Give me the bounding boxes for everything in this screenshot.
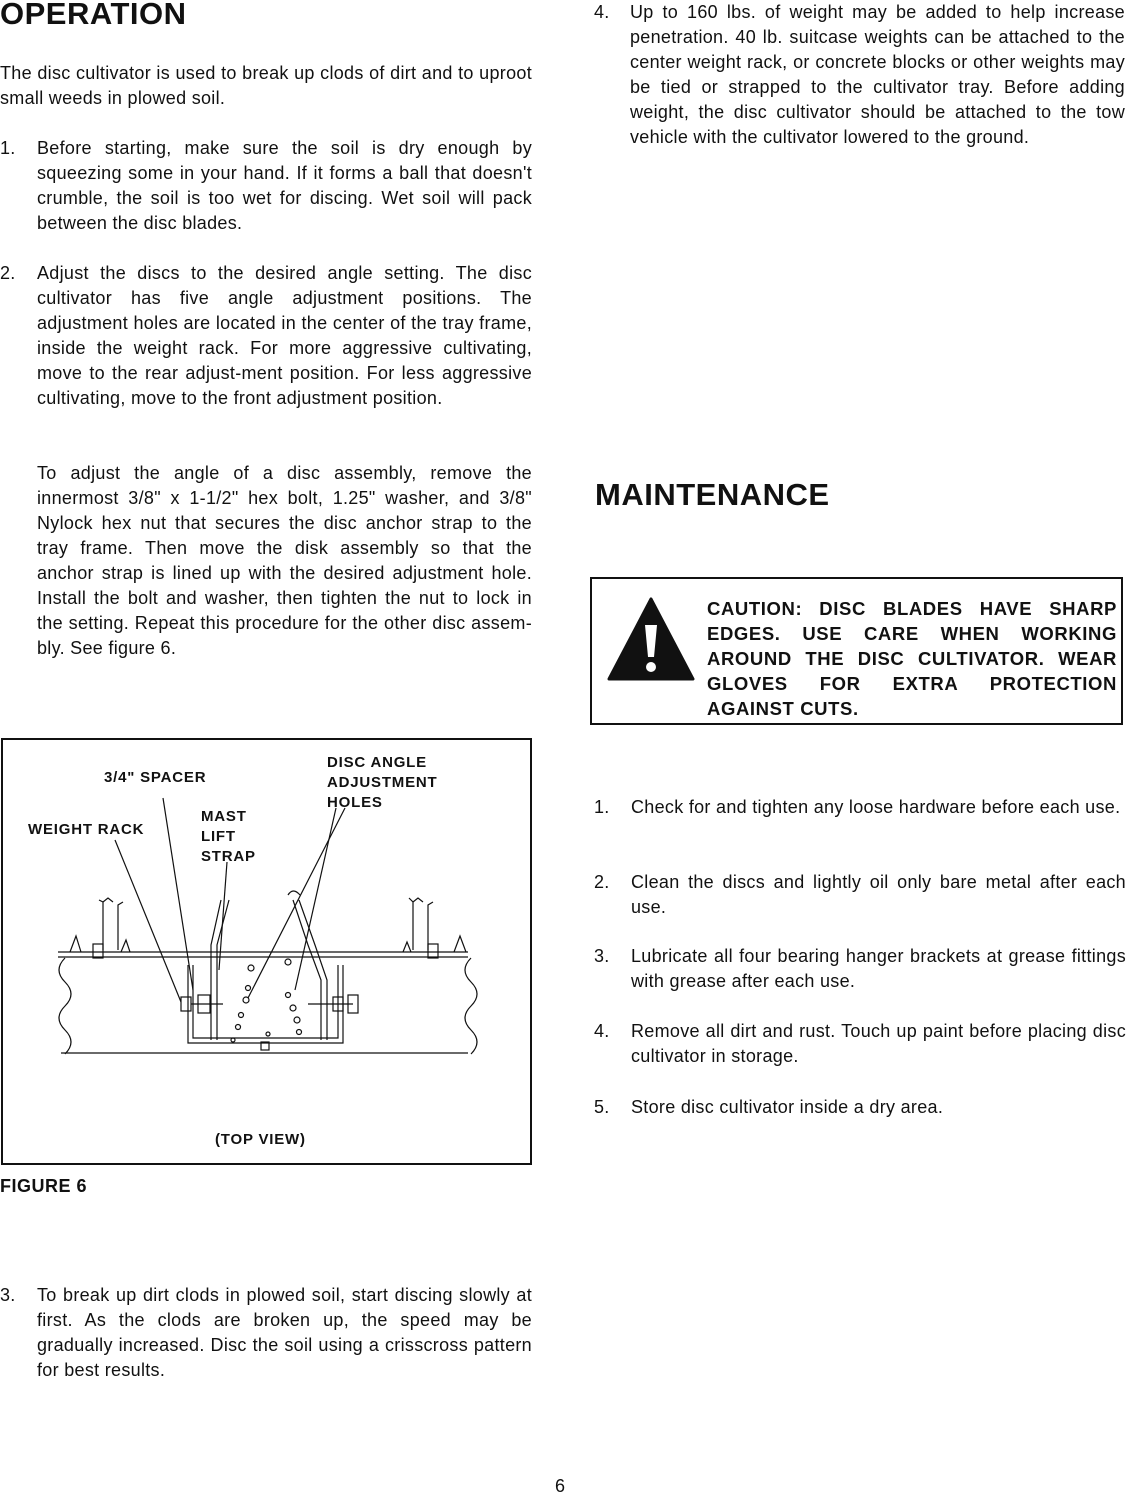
maintenance-step-5 [594,1095,1127,1120]
operation-step-3 [0,1283,532,1383]
maintenance-step-1 [594,795,1127,845]
label-spacer: 3/4" SPACER [104,769,207,786]
maintenance-step-2 [594,870,1127,920]
step-text: To break up dirt clods in plowed soil, start discing slowly at first. As the clods are broken up, the speed may be gradually increased. Disc the soil using a crisscross pattern for best results. [37,1285,532,1380]
figure-caption: FIGURE 6 [0,1176,88,1196]
warning-triangle-icon [605,595,697,687]
maintenance-heading: MAINTENANCE [595,477,830,512]
step-number: 1. [594,797,610,817]
caution-box [590,577,1123,725]
operation-step-2 [0,261,532,436]
step-number: 4. [594,1021,610,1041]
step-text: Remove all dirt and rust. Touch up paint before placing disc cultivator in storage. [631,1021,1126,1066]
step-number: 4. [594,2,610,22]
figure-6-box [1,738,532,1165]
operation-step-2-continued: To adjust the angle of a disc assembly, remove the innermost 3/8" x 1-1/2" hex bolt, 1.25" washer, and 3/8" Nylock hex nut that secures the disc anchor strap to the tray frame. Then move the disk assembly so that the anchor strap is lined up with the desired adjustment hole. Install the bolt and washer, then tighten the nut to lock in the setting. Repeat this procedure for the other disc assem-bly. See figure 6. [37,463,532,658]
step-text: Store disc cultivator inside a dry area. [631,1097,944,1117]
step-text: Adjust the discs to the desired angle setting. The disc cultivator has five angle adjustment positions. The adjustment holes are located in the center of the tray frame, inside the weight rack. For more aggressive cultivating, move to the rear adjust-ment position. For less aggressive cultivating, move to the front adjustment position. [37,263,532,408]
step-text: Up to 160 lbs. of weight may be added to help increase penetration. 40 lb. suitcase weights can be attached to the center weight rack, or concrete blocks or other weights may be tied or strapped to the cultivator tray. Before adding weight, the disc cultivator should be attached to the tow vehicle with the cultivator lowered to the ground. [630,2,1125,147]
page-number: 6 [555,1476,566,1496]
maintenance-step-3 [594,944,1127,994]
maintenance-step-4 [594,1019,1127,1069]
label-disc-angle-holes: DISC ANGLE ADJUSTMENT HOLES [327,754,438,811]
operation-step-4 [594,0,1127,175]
step-text: Before starting, make sure the soil is dry enough by squeezing some in your hand. If it forms a ball that doesn't crumble, the soil is too wet for discing. Wet soil will pack between the disc blades. [37,138,532,233]
step-text: Check for and tighten any loose hardware before each use. [631,797,1121,817]
step-number: 1. [0,138,16,158]
step-text: Clean the discs and lightly oil only bare metal after each use. [631,872,1126,917]
step-number: 3. [594,946,610,966]
step-number: 3. [0,1285,16,1305]
step-number: 2. [0,263,16,283]
label-top-view: (TOP VIEW) [215,1131,306,1148]
operation-step-1 [0,136,532,236]
operation-heading: OPERATION [0,0,187,31]
step-number: 5. [594,1097,610,1117]
label-weight-rack: WEIGHT RACK [28,821,145,838]
step-number: 2. [594,872,610,892]
label-mast-lift-strap: MAST LIFT STRAP [201,808,256,865]
caution-text: CAUTION: DISC BLADES HAVE SHARP EDGES. USE CARE WHEN WORKING AROUND THE DISC CULTIVATOR. WEAR GLOVES FOR EXTRA PROTECTION AGAINST CUTS. [707,598,1117,719]
operation-intro: The disc cultivator is used to break up clods of dirt and to uproot small weeds in plowed soil. [0,63,532,108]
step-text: Lubricate all four bearing hanger brackets at grease fittings with grease after each use. [631,946,1126,991]
